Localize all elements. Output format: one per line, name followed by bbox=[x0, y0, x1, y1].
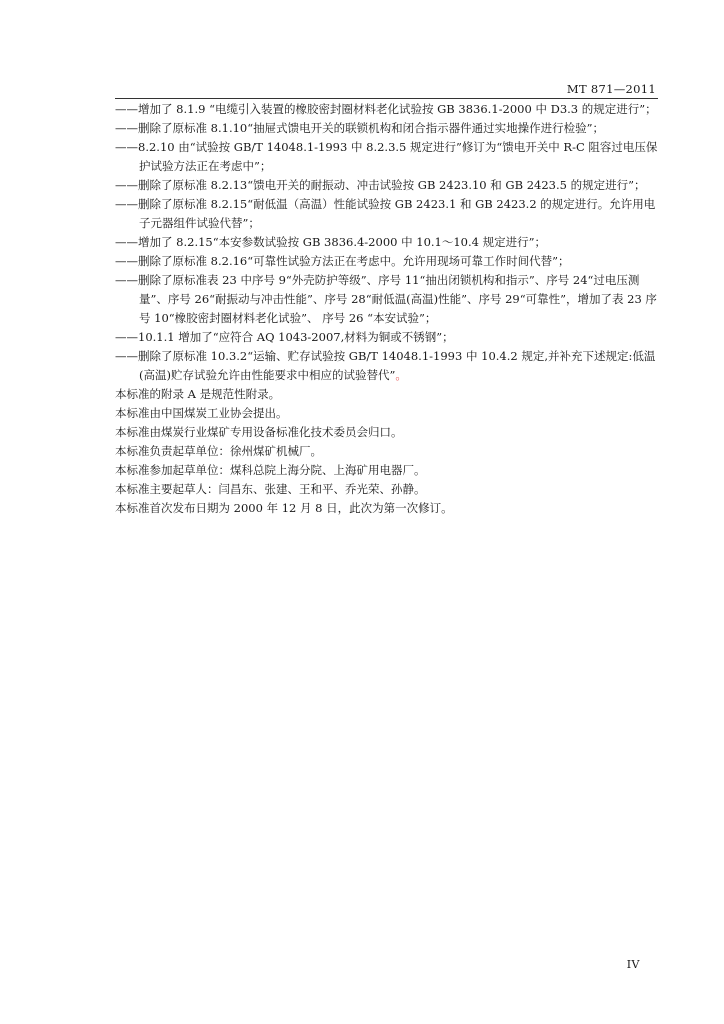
amendment-item: ——删除了原标准 8.2.13“馈电开关的耐振动、冲击试验按 GB 2423.10 和 GB 2423.5 的规定进行”； bbox=[115, 178, 646, 192]
statement-main-authors: 本标准主要起草人：闫昌东、张建、王和平、乔光荣、孙静。 bbox=[115, 482, 426, 496]
red-punctuation-mark: 。 bbox=[395, 368, 407, 382]
standard-code: MT 871—2011 bbox=[566, 82, 656, 96]
amendment-item: ——10.1.1 增加了“应符合 AQ 1043-2007,材料为铜或不锈钢”； bbox=[115, 330, 454, 344]
amendment-item: ——删除了原标准 8.2.16“可靠性试验方法正在考虑中。允许用现场可靠工作时间代替”； bbox=[115, 254, 570, 268]
amendment-item: ——增加了 8.2.15“本安参数试验按 GB 3836.4-2000 中 10.1～10.4 规定进行”； bbox=[115, 235, 547, 249]
statement-lead-drafter: 本标准负责起草单位：徐州煤矿机械厂。 bbox=[115, 444, 322, 458]
amendment-item: ——删除了原标准 8.2.15“耐低温（高温）性能试验按 GB 2423.1 和 GB 2423.2 的规定进行。允许用电子元器组件试验代替”； bbox=[115, 197, 656, 230]
header-rule bbox=[115, 98, 658, 99]
amendment-item bbox=[115, 347, 660, 385]
statement-publication-history: 本标准首次发布日期为 2000 年 12 月 8 日，此次为第一次修订。 bbox=[115, 501, 453, 515]
page-body bbox=[115, 100, 660, 518]
amendment-item: ——删除了原标准表 23 中序号 9“外壳防护等级”、序号 11“抽出闭锁机构和指示”、序号 24“过电压测量”、序号 26“耐振动与冲击性能”、序号 28“耐低温(高温)性能”、序号 29“可靠性”，增加了表 23 序号 10“橡胶密封圈材料老化试验”、 序号 26 “本安试验”； bbox=[115, 273, 657, 325]
amendment-item: ——删除了原标准 8.1.10“抽屉式馈电开关的联锁机构和闭合指示器件通过实地操作进行检验”； bbox=[115, 121, 604, 135]
amendment-text: ——删除了原标准 10.3.2“运输、贮存试验按 GB/T 14048.1-1993 中 10.4.2 规定,并补充下述规定:低温(高温)贮存试验允许由性能要求中相应的试验替代” bbox=[115, 349, 656, 382]
statement-committee: 本标准由煤炭行业煤矿专用设备标准化技术委员会归口。 bbox=[115, 425, 403, 439]
statement-participating-drafters: 本标准参加起草单位：煤科总院上海分院、上海矿用电器厂。 bbox=[115, 463, 426, 477]
amendment-item: ——8.2.10 由“试验按 GB/T 14048.1-1993 中 8.2.3.5 规定进行”修订为“馈电开关中 R-C 阻容过电压保护试验方法正在考虑中”； bbox=[115, 140, 658, 173]
amendment-item: ——增加了 8.1.9 “电缆引入装置的橡胶密封圈材料老化试验按 GB 3836.1-2000 中 D3.3 的规定进行”； bbox=[115, 102, 657, 116]
statement-proposer: 本标准由中国煤炭工业协会提出。 bbox=[115, 406, 288, 420]
page-number: IV bbox=[626, 958, 640, 971]
statement-annex: 本标准的附录 A 是规范性附录。 bbox=[115, 387, 281, 401]
